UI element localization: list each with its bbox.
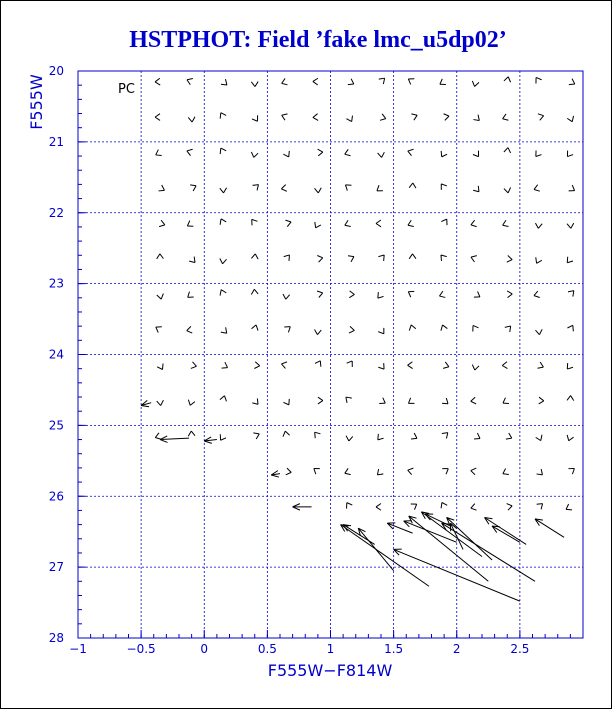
small-vector	[378, 328, 384, 334]
small-vector	[536, 151, 542, 157]
x-tick-label: 2.5	[510, 642, 530, 656]
small-vector	[155, 78, 160, 85]
small-vector	[315, 188, 322, 193]
small-vector	[317, 255, 323, 262]
small-vector	[536, 77, 542, 83]
x-tick-label: 1	[326, 642, 335, 656]
y-tick-label: 24	[48, 347, 64, 362]
small-vector	[380, 114, 386, 120]
small-vector	[538, 362, 544, 368]
small-vector	[535, 329, 542, 334]
small-vector	[157, 400, 164, 405]
small-vector	[254, 362, 259, 369]
small-vector	[284, 255, 290, 261]
small-vector	[314, 468, 320, 474]
small-vector	[408, 79, 414, 85]
small-vector	[349, 326, 354, 333]
small-vector	[156, 327, 162, 333]
small-vector	[567, 325, 573, 331]
small-vector	[411, 114, 417, 120]
small-vector	[378, 255, 384, 261]
small-vector	[349, 291, 354, 298]
small-vector	[251, 254, 258, 259]
small-vector	[252, 398, 258, 404]
small-vector	[503, 220, 509, 226]
small-vector	[567, 223, 574, 228]
small-vector	[569, 185, 575, 191]
small-vector	[505, 326, 511, 332]
small-vector	[568, 291, 574, 297]
small-vector	[378, 434, 384, 440]
small-vector	[408, 220, 414, 226]
vector-arrow	[271, 471, 280, 477]
vector-arrow	[293, 504, 312, 511]
small-vector	[567, 396, 574, 401]
vector-arrow	[387, 523, 412, 533]
small-vector	[409, 254, 416, 259]
vector-arrow	[341, 525, 429, 587]
small-vector	[503, 398, 509, 404]
small-vector	[408, 362, 413, 369]
y-axis-label: F555W	[27, 74, 46, 130]
small-vector	[567, 363, 573, 369]
small-vector	[317, 291, 323, 298]
vector-arrow	[343, 525, 375, 545]
vector-arrow	[485, 518, 527, 545]
small-vector	[567, 435, 573, 441]
small-vector	[222, 362, 228, 368]
small-vector	[281, 362, 287, 369]
x-tick-label: −0.5	[126, 642, 156, 656]
small-vector	[379, 78, 385, 84]
small-vector	[441, 255, 447, 261]
small-vector	[377, 185, 383, 191]
small-vector	[253, 185, 259, 191]
x-tick-label: 0	[200, 642, 209, 656]
x-axis-label: F555W−F814W	[267, 661, 393, 680]
small-vector	[283, 151, 289, 157]
small-vector	[191, 362, 197, 369]
small-vector	[345, 149, 351, 155]
small-vector	[348, 256, 354, 262]
small-vector	[473, 186, 479, 192]
small-vector	[156, 150, 162, 156]
x-tick-label: 2	[452, 642, 461, 656]
small-vector	[286, 468, 291, 475]
small-vector	[474, 291, 480, 297]
small-vector	[567, 116, 573, 122]
y-tick-label: 28	[48, 631, 64, 645]
y-tick-label: 21	[48, 134, 64, 149]
small-vector	[315, 432, 321, 438]
small-vector	[441, 151, 447, 157]
vector-arrow	[535, 519, 564, 537]
small-vector	[503, 114, 509, 120]
small-vector	[443, 362, 449, 368]
y-tick-label: 25	[48, 418, 64, 433]
small-vector	[252, 219, 258, 225]
grid	[78, 71, 583, 638]
small-vector	[187, 221, 193, 227]
small-vector	[159, 220, 165, 226]
vector-arrow	[442, 523, 535, 581]
small-vector	[378, 292, 384, 298]
small-vector	[441, 502, 447, 508]
small-vector	[158, 185, 164, 191]
small-vector	[253, 433, 259, 439]
small-vector	[568, 468, 574, 474]
x-tick-label: 0.5	[257, 642, 277, 656]
small-vector	[187, 78, 193, 84]
small-vector	[537, 504, 543, 510]
small-vector	[566, 504, 572, 510]
small-vector	[409, 183, 416, 188]
x-tick-label: 1.5	[384, 642, 404, 656]
small-vector	[408, 398, 414, 404]
small-vector	[471, 397, 476, 404]
small-vector	[157, 364, 163, 370]
small-vector	[471, 504, 477, 511]
small-vector	[378, 152, 385, 157]
small-vector	[471, 220, 477, 226]
vector-arrow	[204, 437, 217, 443]
y-tick-label: 27	[48, 560, 64, 575]
vector-arrow	[141, 400, 151, 406]
small-vector	[535, 223, 542, 228]
small-vector	[251, 325, 258, 331]
vector-arrow	[492, 526, 520, 542]
small-vector	[442, 398, 448, 404]
small-vector	[187, 326, 193, 333]
small-vector	[220, 396, 227, 402]
small-vector	[346, 116, 352, 122]
small-vector	[411, 504, 417, 510]
small-vector	[376, 503, 381, 510]
small-vector	[504, 148, 511, 153]
small-vector	[313, 114, 318, 121]
small-vector	[473, 151, 479, 157]
small-vector	[220, 258, 227, 263]
small-vector	[221, 327, 227, 333]
vector-arrow	[358, 528, 393, 571]
small-vector	[472, 365, 479, 370]
small-vector	[379, 398, 385, 404]
small-vector	[504, 77, 511, 83]
small-vector	[504, 187, 511, 192]
small-vector	[283, 294, 290, 299]
small-vector	[534, 291, 540, 298]
small-vector	[506, 433, 512, 439]
vector-arrow	[447, 518, 492, 561]
small-vector	[440, 79, 446, 85]
small-vector	[220, 434, 226, 440]
small-vector	[282, 114, 288, 120]
small-vector	[221, 79, 227, 85]
small-vector	[157, 254, 164, 259]
small-vector	[188, 400, 194, 406]
small-vector	[536, 257, 542, 263]
small-vector	[284, 327, 290, 333]
small-vector	[346, 397, 352, 403]
small-vector	[251, 82, 258, 87]
small-vector	[346, 436, 353, 441]
small-vector	[283, 431, 290, 437]
small-vector	[444, 114, 450, 121]
small-vector	[313, 78, 318, 85]
small-vector	[441, 325, 447, 331]
small-vector	[471, 256, 477, 262]
small-vector	[189, 257, 195, 263]
y-tick-label: 20	[48, 64, 64, 78]
small-vector	[537, 469, 543, 475]
small-vector	[157, 294, 164, 300]
small-vector	[408, 149, 414, 155]
small-vector	[220, 148, 226, 154]
y-tick-label: 23	[48, 276, 64, 291]
small-vector	[472, 81, 479, 87]
x-tick-label: −1	[69, 642, 87, 656]
small-vector	[155, 433, 161, 439]
small-vector	[474, 433, 480, 439]
small-vector	[315, 361, 321, 367]
small-vector	[281, 185, 286, 192]
small-vector	[315, 222, 321, 228]
small-vector	[345, 468, 351, 474]
small-vector	[569, 79, 575, 85]
small-vector	[318, 149, 323, 156]
small-vector	[441, 219, 447, 225]
small-vector	[534, 185, 540, 191]
small-vector	[190, 185, 196, 191]
small-vector	[314, 329, 321, 334]
small-vector	[507, 291, 512, 298]
y-tick-label: 22	[48, 205, 64, 220]
small-vector	[188, 117, 195, 122]
small-vector	[538, 114, 544, 121]
small-vector	[408, 291, 414, 297]
small-vector	[502, 362, 507, 369]
small-vector	[473, 325, 479, 331]
small-vector	[507, 255, 512, 262]
small-vector	[318, 397, 323, 404]
small-vector	[441, 184, 447, 190]
small-vector	[507, 504, 513, 511]
small-vector	[439, 291, 445, 297]
small-vector	[348, 79, 354, 85]
small-vector	[188, 292, 194, 298]
small-vector	[345, 185, 351, 191]
small-vector	[251, 289, 258, 294]
small-vector	[539, 397, 544, 404]
small-vector	[252, 115, 258, 121]
small-vector	[285, 220, 291, 227]
small-vector	[503, 468, 509, 474]
small-vector	[473, 115, 479, 121]
small-vector	[187, 149, 193, 155]
small-vector	[408, 468, 414, 475]
small-vector	[155, 114, 160, 121]
small-vector	[282, 78, 288, 84]
pc-annotation: PC	[118, 82, 135, 97]
small-vector	[220, 290, 226, 296]
vector-arrow	[160, 436, 189, 443]
small-vector	[345, 220, 351, 226]
small-vector	[376, 220, 381, 227]
small-vector	[567, 257, 573, 263]
small-vector	[220, 219, 226, 225]
small-vector	[220, 188, 227, 193]
small-vector	[442, 469, 448, 475]
small-vector	[411, 433, 417, 439]
small-vector	[377, 469, 383, 475]
y-tick-label: 26	[48, 489, 64, 504]
small-vector	[220, 113, 226, 119]
small-vector	[567, 151, 573, 157]
small-vector	[283, 399, 289, 405]
small-vector	[347, 361, 353, 367]
small-vector	[378, 363, 384, 369]
small-vector	[347, 503, 353, 509]
small-vector	[442, 433, 448, 439]
small-vector	[409, 325, 416, 331]
small-vector	[471, 468, 476, 475]
small-vector	[188, 431, 195, 436]
chart-title: HSTPHOT: Field ’fake lmc_u5dp02’	[129, 27, 507, 53]
small-vector	[536, 435, 542, 441]
small-vector	[251, 152, 258, 158]
